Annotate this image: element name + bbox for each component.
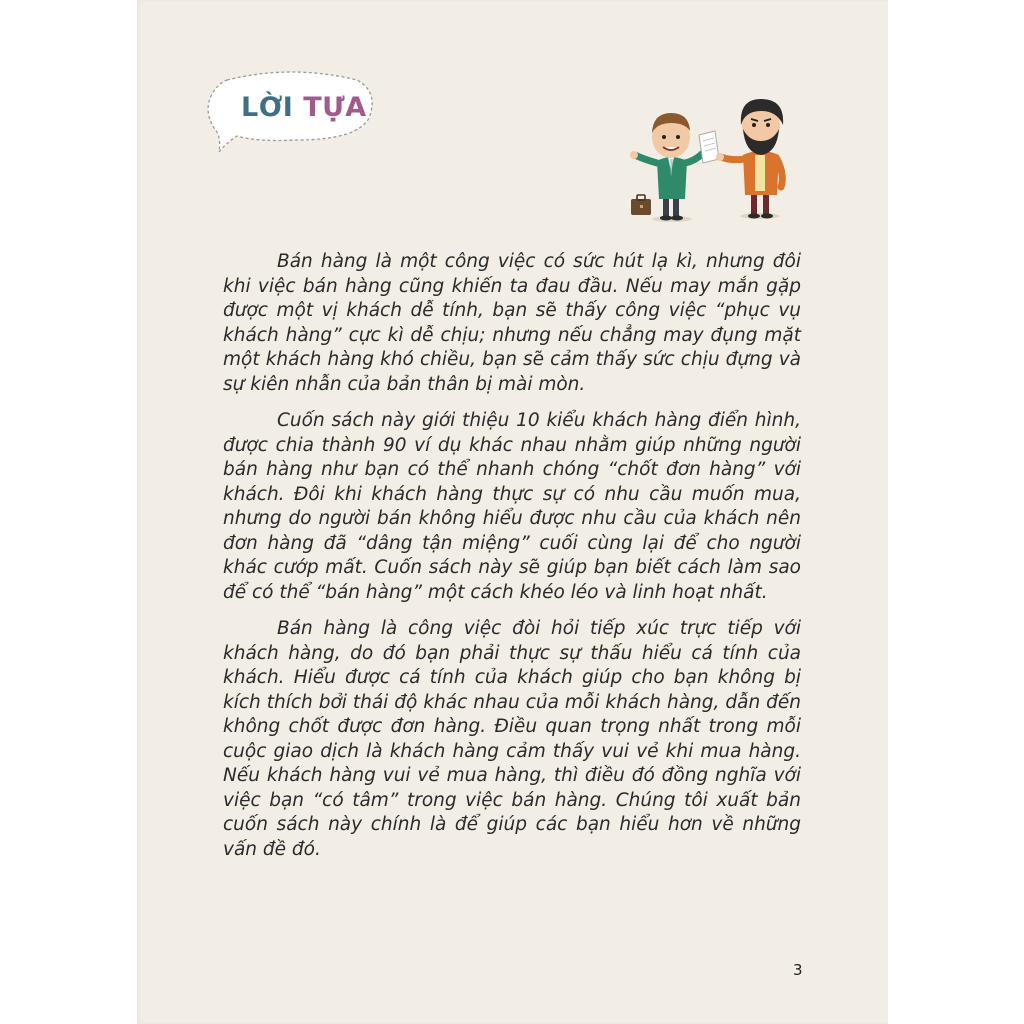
paper-document-icon: [699, 131, 719, 163]
title-word-1: LỜI: [241, 92, 294, 123]
preface-body: [223, 250, 801, 874]
title-speech-bubble: [207, 70, 377, 154]
salesman-bearded-figure: [716, 99, 783, 219]
two-salesmen-illustration: [627, 95, 797, 225]
page-title: [241, 92, 367, 123]
page-number: 3: [793, 961, 803, 979]
briefcase-icon: [631, 195, 651, 215]
paragraph-1: Bán hàng là một công việc có sức hút lạ kì, nhưng đôi khi việc bán hàng cũng khiến ta đau đầu. Nếu may mắn gặp được một vị khách dễ tính, bạn sẽ thấy công việc “phục vụ khách hàng” cực kì dễ chịu; nhưng nếu chẳng may đụng mặt một khách hàng khó chiều, bạn sẽ cảm thấy sức chịu đựng và sự kiên nhẫn của bản thân bị mài mòn.: [223, 251, 801, 395]
title-word-2: TỰA: [303, 92, 367, 123]
paragraph-3: Bán hàng là công việc đòi hỏi tiếp xúc trực tiếp với khách hàng, do đó bạn phải thực sự thấu hiểu cá tính của khách. Hiểu được cá tính của khách giúp cho bạn không bị kích thích bởi thái độ khác nhau của mỗi khách hàng, dẫn đến không chốt được đơn hàng. Điều quan trọng nhất trong mỗi cuộc giao dịch là khách hàng cảm thấy vui vẻ khi mua hàng. Nếu khách hàng vui vẻ mua hàng, thì điều đó đồng nghĩa với việc bạn “có tâm” trong việc bán hàng. Chúng tôi xuất bản cuốn sách này chính là để giúp các bạn hiểu hơn về những vấn đề đó.: [223, 618, 801, 860]
book-page: [137, 0, 888, 1024]
paragraph-2: Cuốn sách này giới thiệu 10 kiểu khách hàng điển hình, được chia thành 90 ví dụ khác nhau nhằm giúp những người bán hàng như bạn có thể nhanh chóng “chốt đơn hàng” với khách. Đôi khi khách hàng thực sự có nhu cầu muốn mua, nhưng do người bán không hiểu được nhu cầu của khách nên đơn hàng đã “dâng tận miệng” cuối cùng lại để cho người khác cướp mất. Cuốn sách này sẽ giúp bạn biết cách làm sao để có thể “bán hàng” một cách khéo léo và linh hoạt nhất.: [223, 410, 801, 603]
